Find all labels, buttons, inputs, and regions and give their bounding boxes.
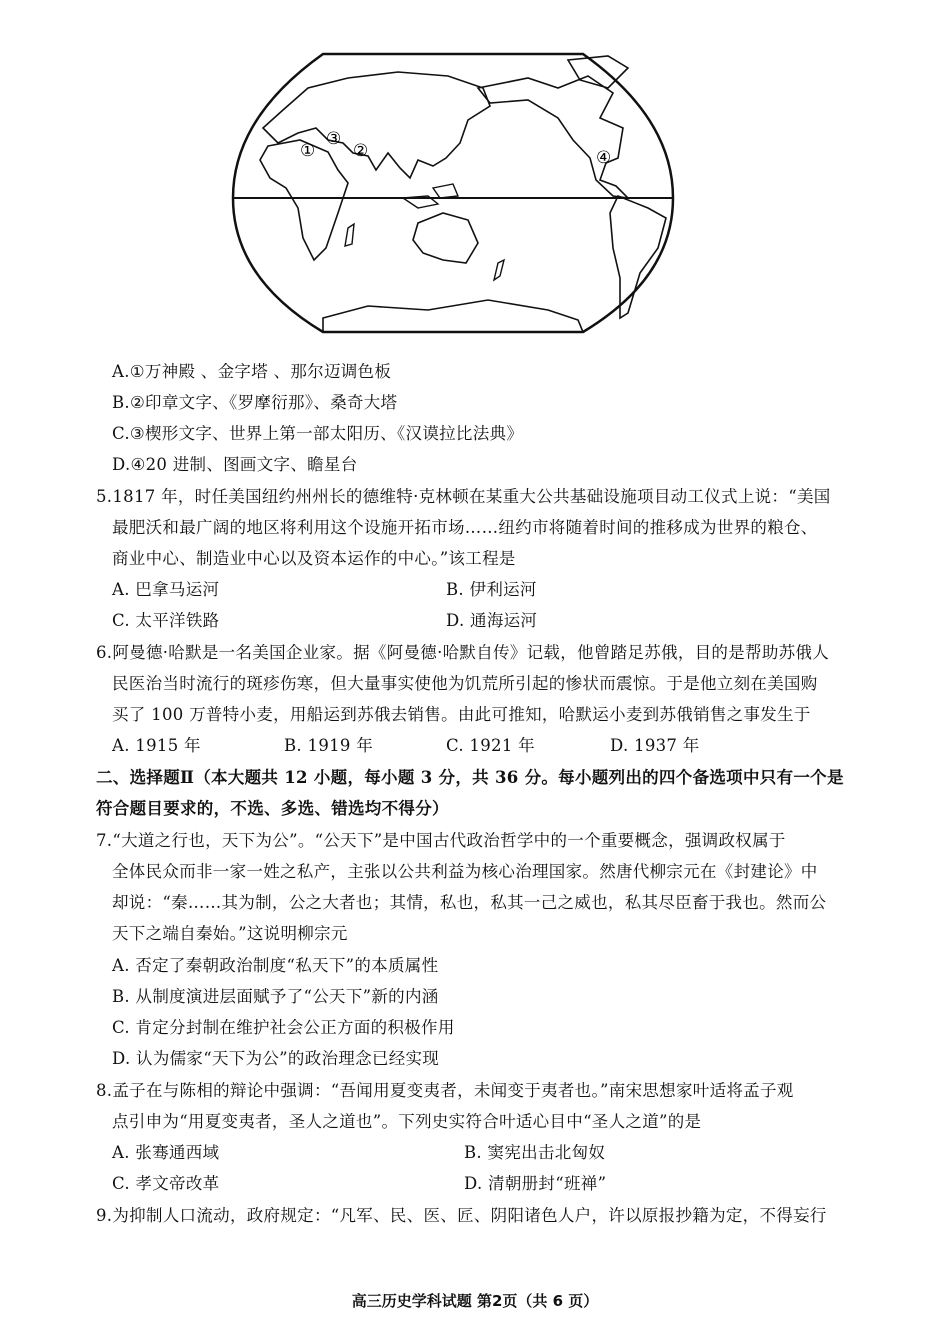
q7-stem-3: 却说：“秦……其为制，公之大者也；其情，私也，私其一己之威也，私其尽臣畜于我也。然而公 <box>112 893 827 912</box>
marker-2: ② <box>353 141 369 161</box>
q8-stem-2: 点引申为“用夏变夷者，圣人之道也”。下列史实符合叶适心目中“圣人之道”的是 <box>112 1112 702 1131</box>
q4-option-b: B.②印章文字、《罗摩衍那》、桑奇大塔 <box>112 393 398 412</box>
australia <box>413 213 478 263</box>
q5-option-c: C. 太平洋铁路 <box>112 611 220 630</box>
q7-stem-1: 7.“大道之行也，天下为公”。“公天下”是中国古代政治哲学中的一个重要概念，强调政权属于 <box>96 831 786 850</box>
new-zealand <box>494 260 504 280</box>
q7-option-b: B. 从制度演进层面赋予了“公天下”新的内涵 <box>112 987 439 1006</box>
q8-stem-1: 8.孟子在与陈相的辩论中强调：“吾闻用夏变夷者，未闻变于夷者也。”南宋思想家叶适将孟子观 <box>96 1081 794 1100</box>
q7-option-c: C. 肯定分封制在维护社会公正方面的积极作用 <box>112 1018 455 1037</box>
q4-option-d: D.④20 进制、图画文字、瞻星台 <box>112 455 358 474</box>
q7-stem-2: 全体民众而非一家一姓之私产，主张以公共利益为核心治理国家。然唐代柳宗元在《封建论》中 <box>112 862 818 881</box>
q8-option-d: D. 清朝册封“班禅” <box>464 1174 607 1193</box>
se-asia-islands <box>403 184 458 208</box>
q9-stem-1: 9.为抑制人口流动，政府规定：“凡军、民、医、匠、阴阳诸色人户，许以原报抄籍为定，不得妄行 <box>96 1206 827 1225</box>
q6-option-d: D. 1937 年 <box>610 736 700 755</box>
q8-option-c: C. 孝文帝改革 <box>112 1174 220 1193</box>
south-america <box>610 196 666 318</box>
q5-stem-3: 商业中心、制造业中心以及资本运作的中心。”该工程是 <box>112 549 516 568</box>
q8-option-b: B. 窦宪出击北匈奴 <box>464 1143 606 1162</box>
q8-option-a: A. 张骞通西域 <box>112 1143 220 1162</box>
antarctica <box>323 300 583 332</box>
q5-stem-2: 最肥沃和最广阔的地区将利用这个设施开拓市场……纽约市将随着时间的推移成为世界的粮仓、 <box>112 518 818 537</box>
world-map <box>228 48 678 338</box>
q6-stem-3: 买了 100 万普特小麦，用船运到苏俄去销售。由此可推知，哈默运小麦到苏俄销售之事发生于 <box>112 705 811 724</box>
q5-option-b: B. 伊利运河 <box>446 580 537 599</box>
q7-option-a: A. 否定了秦朝政治制度“私天下”的本质属性 <box>112 956 439 975</box>
section2-heading-2: 符合题目要求的，不选、多选、错选均不得分） <box>96 799 449 818</box>
q6-stem-1: 6.阿曼德·哈默是一名美国企业家。据《阿曼德·哈默自传》记载，他曾踏足苏俄，目的是帮助苏俄人 <box>96 643 830 662</box>
q6-option-c: C. 1921 年 <box>446 736 535 755</box>
q4-option-c: C.③楔形文字、世界上第一部太阳历、《汉谟拉比法典》 <box>112 424 524 443</box>
marker-1: ① <box>300 141 316 161</box>
north-america <box>478 76 628 198</box>
q5-stem-1: 5.1817 年，时任美国纽约州州长的德维特·克林顿在某重大公共基础设施项目动工仪式上说：“美国 <box>96 487 831 506</box>
q7-stem-4: 天下之端自秦始。”这说明柳宗元 <box>112 924 348 943</box>
q6-stem-2: 民医治当时流行的斑疹伤寒，但大量事实使他为饥荒所引起的惨状而震惊。于是他立刻在美国购 <box>112 674 818 693</box>
marker-4: ④ <box>596 148 612 168</box>
q6-option-b: B. 1919 年 <box>284 736 374 755</box>
q7-option-d: D. 认为儒家“天下为公”的政治理念已经实现 <box>112 1049 440 1068</box>
madagascar <box>345 224 354 246</box>
q6-option-a: A. 1915 年 <box>112 736 201 755</box>
eurasia <box>263 72 490 178</box>
marker-3: ③ <box>326 129 342 149</box>
page-footer: 高三历史学科试题 第2页（共 6 页） <box>351 1292 599 1310</box>
q4-option-a: A.①万神殿 、金字塔 、那尔迈调色板 <box>112 362 392 381</box>
q5-option-a: A. 巴拿马运河 <box>112 580 220 599</box>
section2-heading-1: 二、选择题Ⅱ（本大题共 12 小题，每小题 3 分，共 36 分。每小题列出的四个备选项中只有一个是 <box>96 768 844 787</box>
q5-option-d: D. 通海运河 <box>446 611 538 630</box>
